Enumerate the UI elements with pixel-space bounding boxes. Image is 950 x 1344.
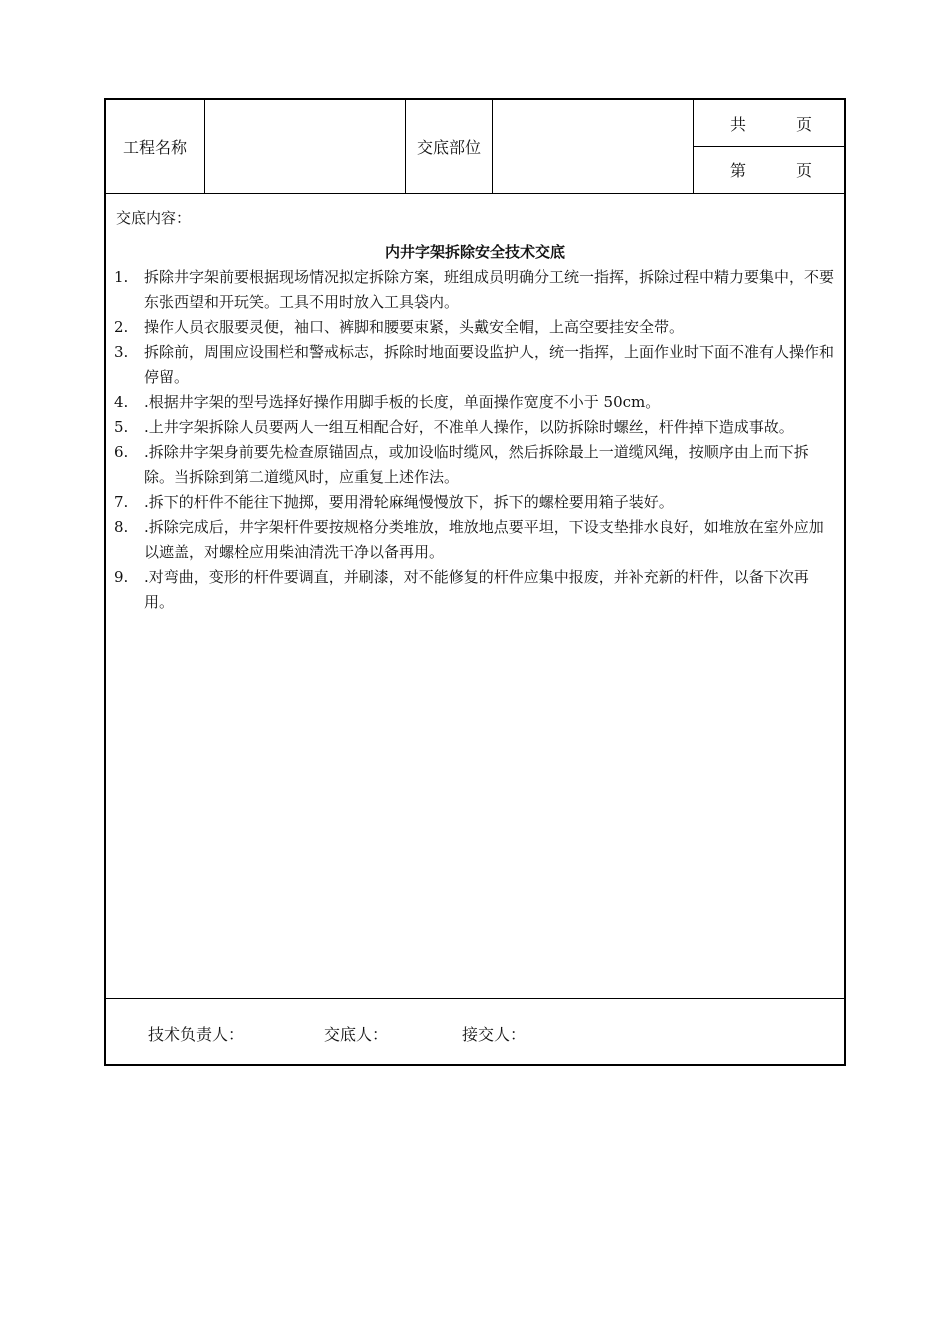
item-text: .根据井字架的型号选择好操作用脚手板的长度，单面操作宽度不小于 50cm。 xyxy=(144,393,661,411)
item-text: .上井字架拆除人员要两人一组互相配合好，不准单人操作，以防拆除时螺丝，杆件掉下造成事故。 xyxy=(144,418,794,436)
tech-lead-signature-label: 技术负责人： xyxy=(148,1025,245,1044)
content-section xyxy=(106,193,844,999)
item-number: 1. xyxy=(114,268,129,286)
page-number-row xyxy=(694,146,844,193)
list-item xyxy=(114,515,838,565)
content-label: 交底内容： xyxy=(116,209,192,227)
handover-location-field[interactable] xyxy=(493,100,694,193)
item-text: .对弯曲，变形的杆件要调直，并刷漆，对不能修复的杆件应集中报废，并补充新的杆件，以备下次再用。 xyxy=(144,568,809,611)
item-number: 2. xyxy=(114,318,129,336)
signature-row xyxy=(106,998,844,1064)
item-number: 9. xyxy=(114,568,129,586)
item-text: .拆除完成后，井字架杆件要按规格分类堆放，堆放地点要平坦，下设支垫排水良好，如堆放在室外应加以遮盖，对螺栓应用柴油清洗干净以备再用。 xyxy=(144,518,824,561)
page-number-label: 第 xyxy=(730,161,747,180)
total-pages-row xyxy=(694,100,844,147)
total-pages-label: 共 xyxy=(730,114,747,134)
list-item xyxy=(114,440,838,490)
item-text: 操作人员衣服要灵便，袖口、裤脚和腰要束紧，头戴安全帽，上高空要挂安全带。 xyxy=(144,318,685,336)
form-header-row xyxy=(106,100,844,194)
list-item xyxy=(114,265,838,315)
item-text: .拆下的杆件不能往下抛掷，要用滑轮麻绳慢慢放下，拆下的螺栓要用箱子装好。 xyxy=(144,493,674,511)
list-item xyxy=(114,415,838,440)
total-pages-unit: 页 xyxy=(796,114,813,134)
safety-items-list xyxy=(114,265,838,615)
list-item xyxy=(114,390,838,415)
list-item xyxy=(114,490,838,515)
item-text: .拆除井字架身前要先检查原锚固点，或加设临时缆风，然后拆除最上一道缆风绳，按顺序由上而下拆除。当拆除到第二道缆风时，应重复上述作法。 xyxy=(144,443,809,486)
item-number: 7. xyxy=(114,493,129,511)
item-number: 5. xyxy=(114,418,129,436)
item-text: 拆除井字架前要根据现场情况拟定拆除方案，班组成员明确分工统一指挥，拆除过程中精力要集中，不要东张西望和开玩笑。工具不用时放入工具袋内。 xyxy=(144,268,835,311)
list-item xyxy=(114,340,838,390)
project-name-label: 工程名称 xyxy=(106,100,205,193)
receiver-signature-label: 接交人： xyxy=(462,1025,527,1044)
handover-location-label: 交底部位 xyxy=(406,100,493,193)
handover-form xyxy=(104,98,846,1066)
list-item xyxy=(114,315,838,340)
item-text: 拆除前，周围应设围栏和警戒标志，拆除时地面要设监护人，统一指挥，上面作业时下面不准有人操作和停留。 xyxy=(144,343,835,386)
list-item xyxy=(114,565,838,615)
project-name-field[interactable] xyxy=(205,100,406,193)
page-count-cell xyxy=(694,100,844,193)
discloser-signature-label: 交底人： xyxy=(324,1025,389,1044)
item-number: 3. xyxy=(114,343,129,361)
item-number: 4. xyxy=(114,393,129,411)
document-title: 内井字架拆除安全技术交底 xyxy=(384,243,565,261)
page-number-unit: 页 xyxy=(796,161,813,180)
item-number: 8. xyxy=(114,518,129,536)
item-number: 6. xyxy=(114,443,129,461)
